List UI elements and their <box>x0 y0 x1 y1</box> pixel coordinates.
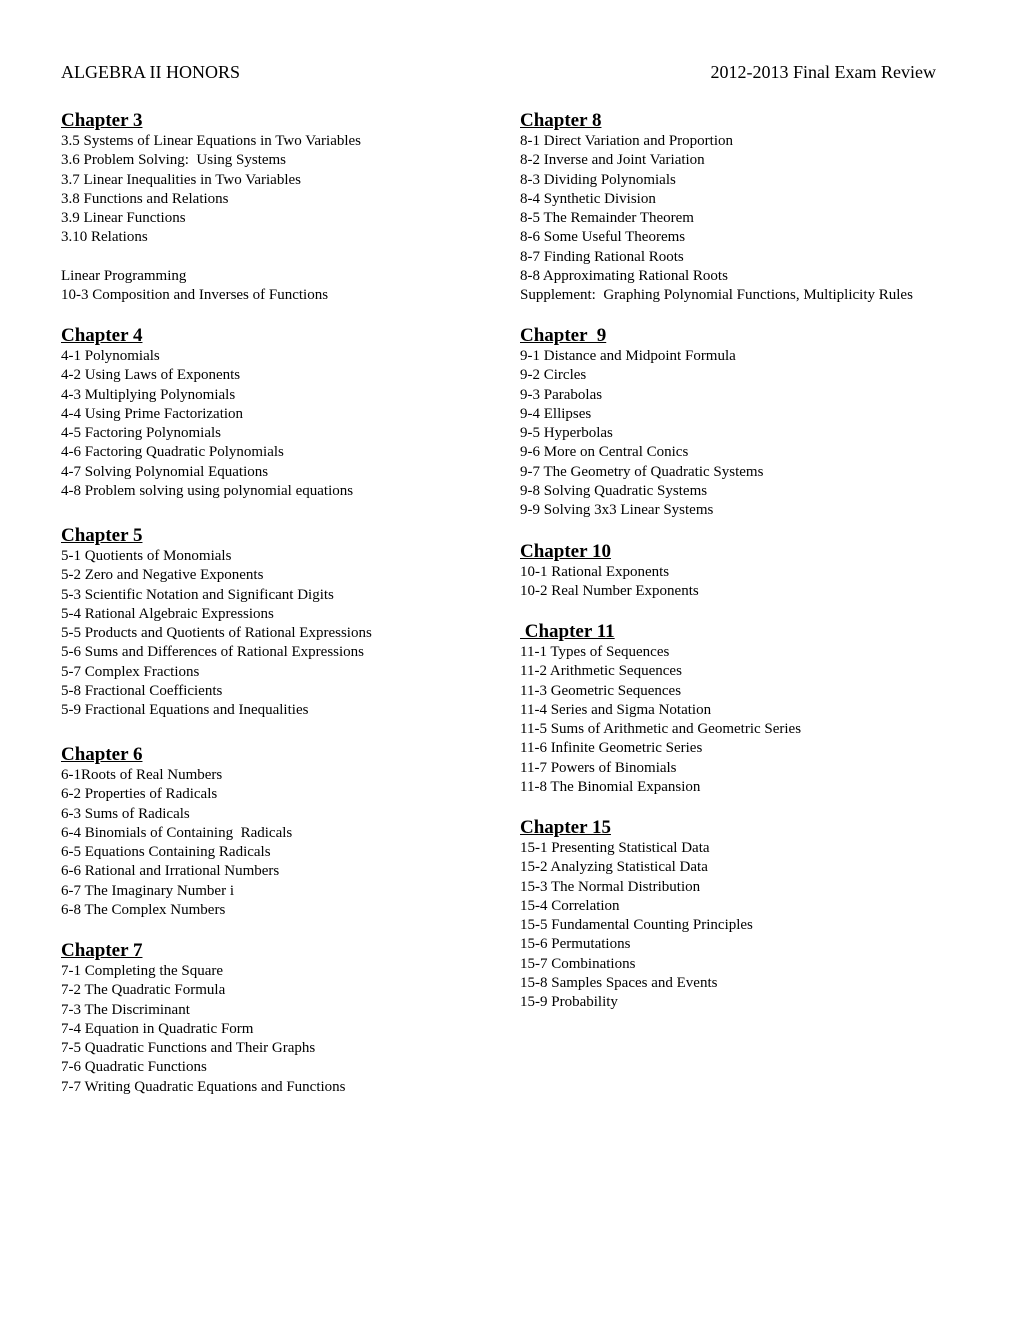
topic-item: 5-6 Sums and Differences of Rational Expressions <box>61 644 364 661</box>
chapter-9-heading: Chapter 9 <box>520 325 607 346</box>
topic-item: 15-9 Probability <box>520 994 618 1010</box>
chapter-3-heading: Chapter 3 <box>61 110 143 131</box>
topic-item: 7-5 Quadratic Functions and Their Graphs <box>61 1040 316 1056</box>
topic-item: 11-2 Arithmetic Sequences <box>520 663 682 680</box>
topic-item: 11-3 Geometric Sequences <box>520 682 682 699</box>
topic-item: 6-7 The Imaginary Number i <box>61 882 235 899</box>
chapter-9-section <box>520 324 763 520</box>
course-title: ALGEBRA II HONORS <box>61 62 241 82</box>
chapter-6-section <box>61 743 292 920</box>
topic-item: 5-4 Rational Algebraic Expressions <box>61 605 274 622</box>
chapter-8-heading: Chapter 8 <box>520 110 602 131</box>
topic-item: 5-3 Scientific Notation and Significant Digits <box>61 586 334 603</box>
topic-item: 4-7 Solving Polynomial Equations <box>61 463 269 480</box>
topic-item: 9-5 Hyperbolas <box>520 425 613 441</box>
topic-item: 8-3 Dividing Polynomials <box>520 171 676 188</box>
topic-item: 7-2 The Quadratic Formula <box>61 982 226 999</box>
chapter-10-heading: Chapter 10 <box>520 541 611 562</box>
topic-item: 6-4 Binomials of Containing Radicals <box>61 824 293 841</box>
topic-item: 3.7 Linear Inequalities in Two Variables <box>61 171 301 188</box>
topic-item: 5-5 Products and Quotients of Rational Expressions <box>61 625 372 641</box>
topic-item: 6-2 Properties of Radicals <box>61 786 218 803</box>
topic-item: 8-4 Synthetic Division <box>520 190 656 207</box>
topic-item: 9-1 Distance and Midpoint Formula <box>520 348 736 364</box>
topic-item: 15-6 Permutations <box>520 936 631 953</box>
chapter-3-section <box>61 109 361 305</box>
topic-item: 9-9 Solving 3x3 Linear Systems <box>520 502 714 518</box>
topic-item: 6-5 Equations Containing Radicals <box>61 844 271 860</box>
topic-item: 15-2 Analyzing Statistical Data <box>520 859 708 876</box>
chapter-11-section <box>520 620 801 797</box>
topic-item: 15-8 Samples Spaces and Events <box>520 974 718 991</box>
topic-item: 9-6 More on Central Conics <box>520 444 689 461</box>
topic-item: 5-2 Zero and Negative Exponents <box>61 567 264 584</box>
topic-item: 11-5 Sums of Arithmetic and Geometric Series <box>520 721 802 737</box>
topic-item: 8-6 Some Useful Theorems <box>520 229 686 246</box>
topic-item: 7-6 Quadratic Functions <box>61 1059 207 1076</box>
topic-item: 9-3 Parabolas <box>520 386 603 403</box>
topic-item: 3.5 Systems of Linear Equations in Two Variables <box>61 133 362 149</box>
topic-item: 4-1 Polynomials <box>61 348 160 364</box>
topic-item: 6-8 The Complex Numbers <box>61 901 226 918</box>
topic-item: 9-2 Circles <box>520 367 587 384</box>
topic-item: 15-1 Presenting Statistical Data <box>520 840 710 856</box>
topic-item: 3.6 Problem Solving: Using Systems <box>61 152 287 169</box>
topic-item: Linear Programming <box>61 267 187 284</box>
chapter-6-heading: Chapter 6 <box>61 744 143 765</box>
topic-item: 3.10 Relations <box>61 229 148 246</box>
chapter-8-section <box>520 109 913 305</box>
topic-item: 15-4 Correlation <box>520 897 620 914</box>
topic-item: 5-1 Quotients of Monomials <box>61 548 232 564</box>
topic-item: 10-3 Composition and Inverses of Functions <box>61 286 329 303</box>
topic-item: 9-4 Ellipses <box>520 405 592 422</box>
topic-item: 7-3 The Discriminant <box>61 1001 190 1018</box>
chapter-15-section <box>520 816 753 1012</box>
topic-item: 10-1 Rational Exponents <box>520 564 670 580</box>
topic-item: 4-3 Multiplying Polynomials <box>61 386 236 403</box>
topic-item: 5-8 Fractional Coefficients <box>61 682 223 699</box>
chapter-5-section <box>61 524 372 720</box>
chapter-5-heading: Chapter 5 <box>61 525 143 546</box>
topic-item: 10-2 Real Number Exponents <box>520 583 699 600</box>
topic-item: 3.9 Linear Functions <box>61 210 186 226</box>
chapter-7-heading: Chapter 7 <box>61 940 143 961</box>
chapter-15-heading: Chapter 15 <box>520 817 611 838</box>
topic-item: 11-8 The Binomial Expansion <box>520 778 701 795</box>
topic-item: 15-5 Fundamental Counting Principles <box>520 917 753 933</box>
chapter-7-section <box>61 939 346 1097</box>
topic-item: Supplement: Graphing Polynomial Functions, Multiplicity Rules <box>520 287 913 303</box>
topic-item: 9-8 Solving Quadratic Systems <box>520 482 708 499</box>
chapter-11-heading: Chapter 11 <box>520 621 615 642</box>
topic-item: 4-6 Factoring Quadratic Polynomials <box>61 444 284 461</box>
topic-item: 6-3 Sums of Radicals <box>61 805 190 822</box>
topic-item: 4-5 Factoring Polynomials <box>61 425 221 441</box>
topic-item: 15-7 Combinations <box>520 955 636 972</box>
topic-item: 11-6 Infinite Geometric Series <box>520 740 703 757</box>
topic-item: 15-3 The Normal Distribution <box>520 878 701 895</box>
topic-item: 5-9 Fractional Equations and Inequalities <box>61 702 309 718</box>
topic-item: 8-1 Direct Variation and Proportion <box>520 133 734 149</box>
topic-item: 8-8 Approximating Rational Roots <box>520 267 728 284</box>
document-title: 2012-2013 Final Exam Review <box>710 62 936 82</box>
topic-item: 6-1Roots of Real Numbers <box>61 767 223 783</box>
topic-item: 8-7 Finding Rational Roots <box>520 248 684 265</box>
topic-item: 9-7 The Geometry of Quadratic Systems <box>520 463 764 480</box>
topic-item: 3.8 Functions and Relations <box>61 190 229 207</box>
topic-item: 8-5 The Remainder Theorem <box>520 210 694 226</box>
chapter-4-section <box>61 324 353 501</box>
topic-item: 7-4 Equation in Quadratic Form <box>61 1020 254 1037</box>
topic-item: 8-2 Inverse and Joint Variation <box>520 152 705 169</box>
topic-item: 7-1 Completing the Square <box>61 963 224 979</box>
topic-item: 4-2 Using Laws of Exponents <box>61 367 241 384</box>
chapter-10-section <box>520 540 699 602</box>
topic-item: 4-8 Problem solving using polynomial equations <box>61 482 354 499</box>
topic-item: 6-6 Rational and Irrational Numbers <box>61 863 280 880</box>
topic-item: 5-7 Complex Fractions <box>61 663 200 680</box>
chapter-4-heading: Chapter 4 <box>61 325 143 346</box>
topic-item: 11-7 Powers of Binomials <box>520 759 677 776</box>
topic-item: 7-7 Writing Quadratic Equations and Functions <box>61 1078 346 1095</box>
topic-item: 11-4 Series and Sigma Notation <box>520 701 712 718</box>
topic-item: 11-1 Types of Sequences <box>520 644 670 660</box>
topic-item: 4-4 Using Prime Factorization <box>61 405 244 422</box>
